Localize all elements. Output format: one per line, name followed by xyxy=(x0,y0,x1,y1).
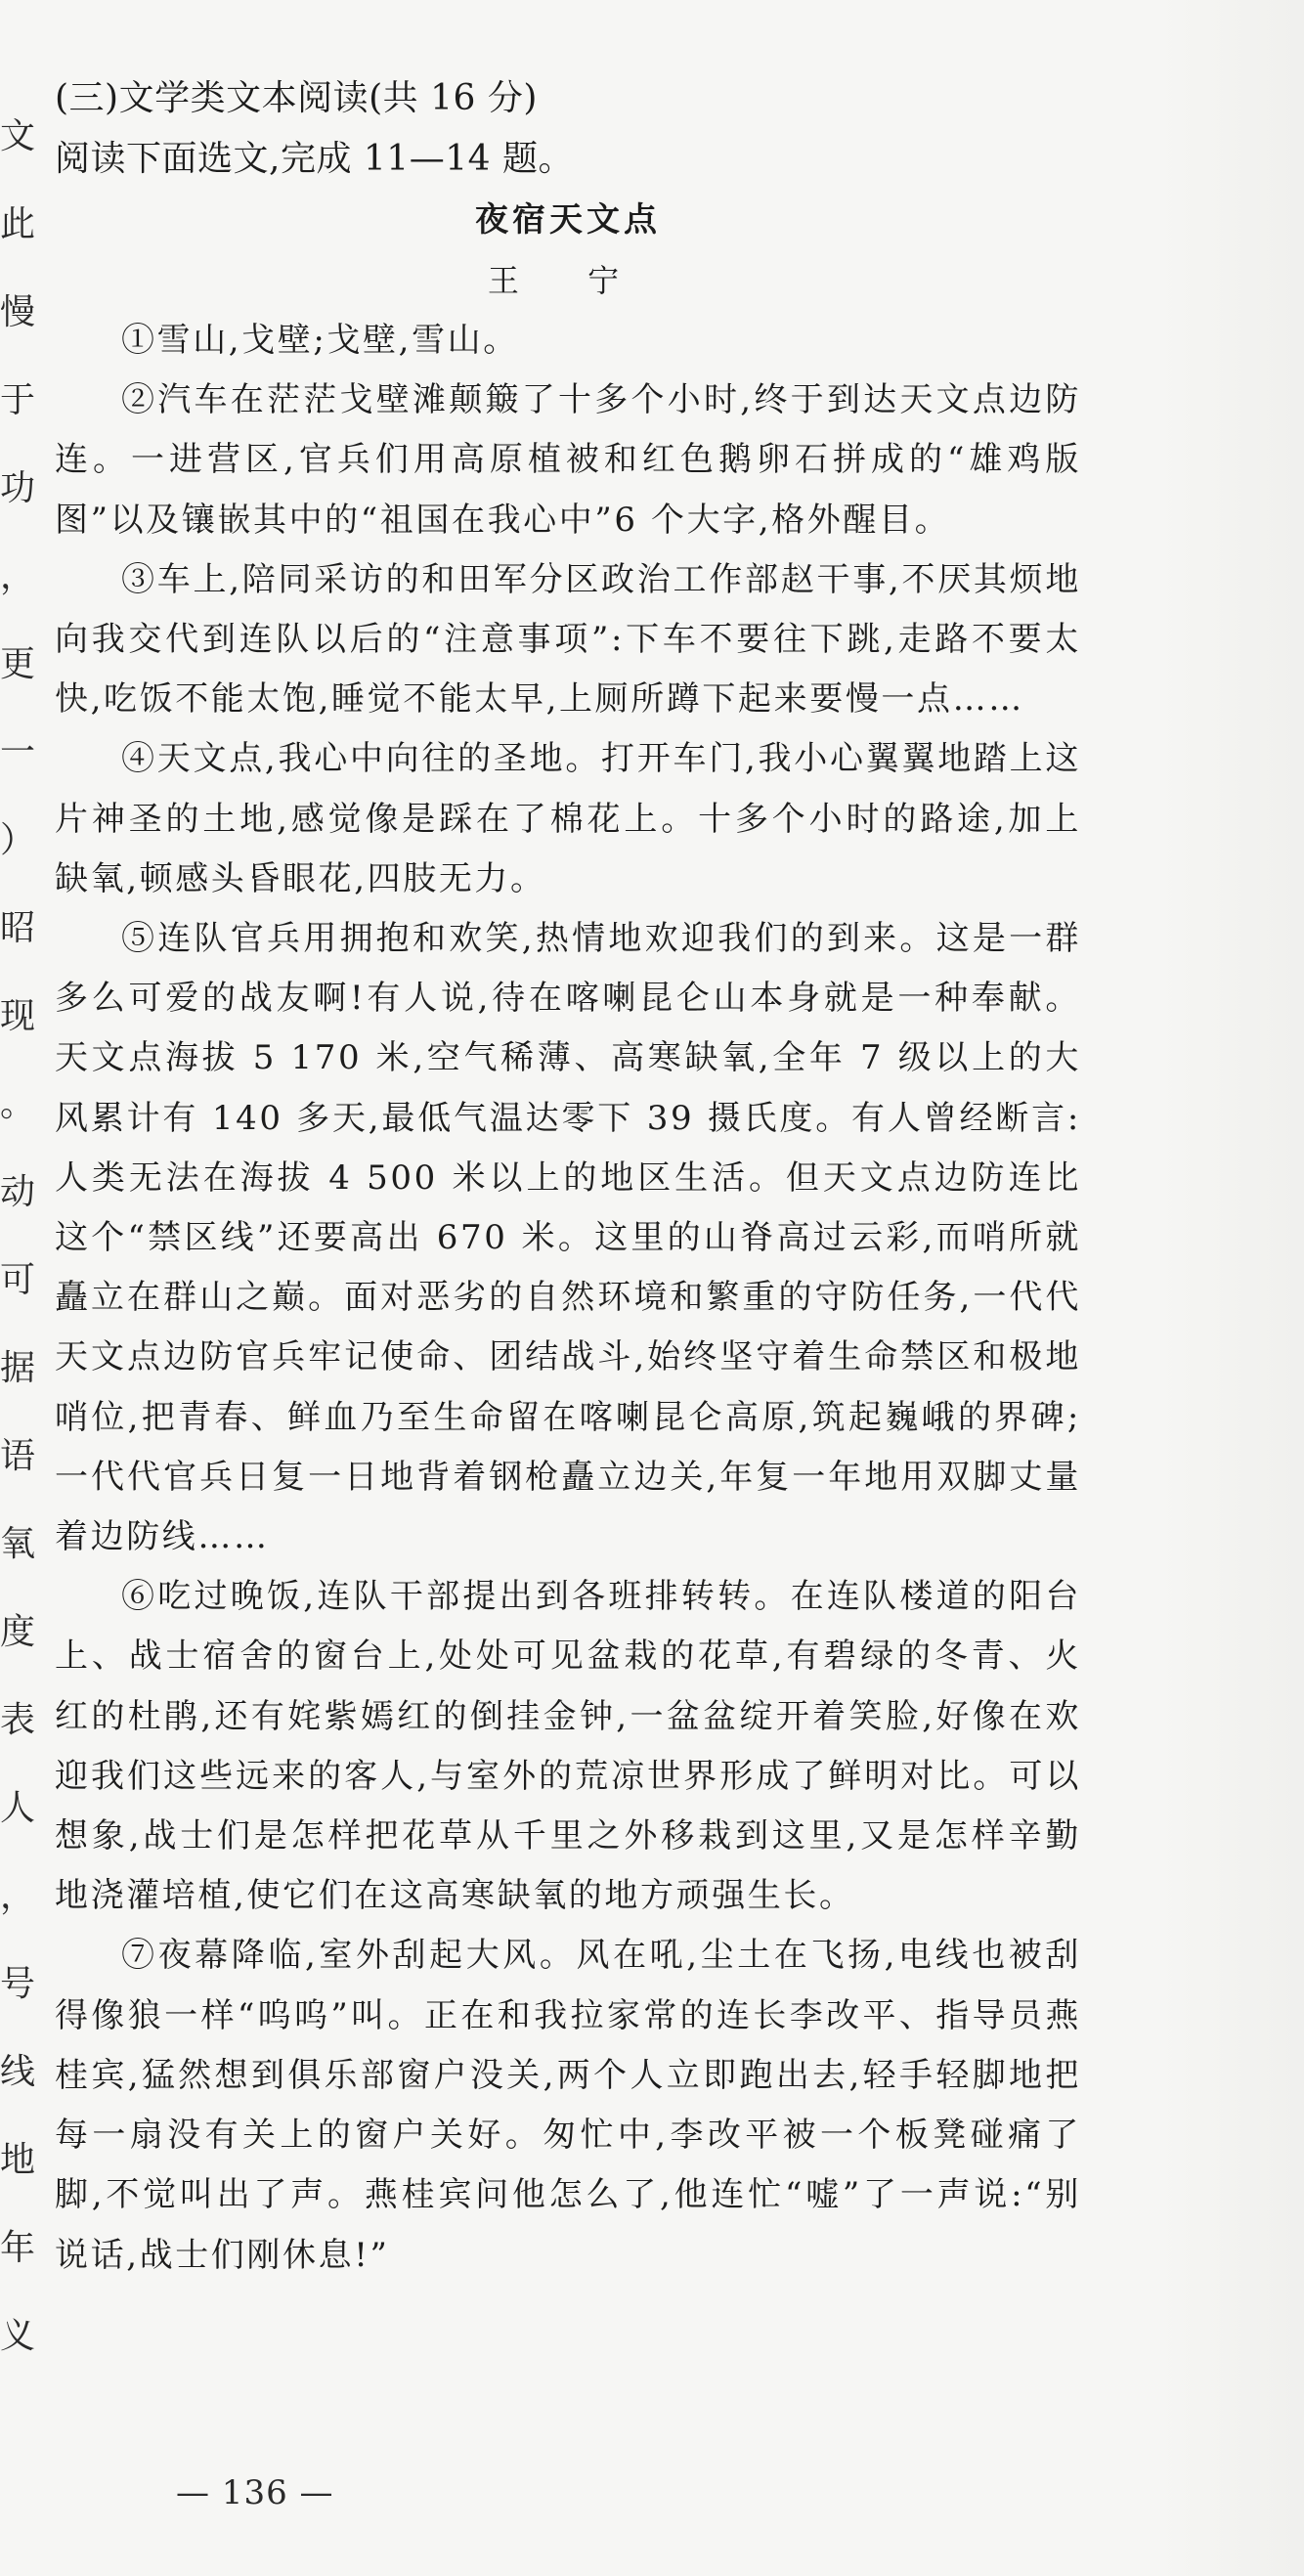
left-margin-fragments xyxy=(0,116,36,2405)
margin-fragment: 于 xyxy=(0,380,36,420)
paragraph-6: ⑥吃过晚饭,连队干部提出到各班排转转。在连队楼道的阳台上、战士宿舍的窗台上,处处可见盆栽的花草,有碧绿的冬青、火红的杜鹃,还有姹紫嫣红的倒挂金钟,一盆盆绽开着笑脸,好像在欢迎我们这些远来的客人,与室外的荒凉世界形成了鲜明对比。可以想象,战士们是怎样把花草从千里之外移栽到这里,又是怎样辛勤地浇灌培植,使它们在这高寒缺氧的地方顽强生长。 xyxy=(55,1577,1081,1916)
margin-fragment: ， xyxy=(0,1876,36,1916)
margin-fragment: 动 xyxy=(0,1172,36,1212)
margin-fragment: 。 xyxy=(0,1084,36,1124)
margin-fragment: 号 xyxy=(0,1964,36,2004)
paragraph-5: ⑤连队官兵用拥抱和欢笑,热情地欢迎我们的到来。这是一群多么可爱的战友啊!有人说,待在喀喇昆仑山本身就是一种奉献。天文点海拔 5 170 米,空气稀薄、高寒缺氧,全年 7 级以上的大风累计有 140 多天,最低气温达零下 39 摄氏度。有人曾经断言:人类无法在海拔 4 500 米以上的地区生活。但天文点边防连比这个“禁区线”还要高出 670 米。这里的山脊高过云彩,而哨所就矗立在群山之巅。面对恶劣的自然环境和繁重的守防任务,一代代天文点边防官兵牢记使命、团结战斗,始终坚守着生命禁区和极地哨位,把青春、鲜血乃至生命留在喀喇昆仑高原,筑起巍峨的界碑;一代代官兵日复一日地背着钢枪矗立边关,年复一年地用双脚丈量着边防线…… xyxy=(55,919,1081,1557)
margin-fragment: 慢 xyxy=(0,292,36,332)
paragraph-2: ②汽车在茫茫戈壁滩颠簸了十多个小时,终于到达天文点边防连。一进营区,官兵们用高原植被和红色鹅卵石拼成的“雄鸡版图”以及镶嵌其中的“祖国在我心中”6 个大字,格外醒目。 xyxy=(55,380,1081,540)
article-author: 王 宁 xyxy=(487,262,649,299)
article-title: 夜宿天文点 xyxy=(475,200,661,240)
margin-fragment: ） xyxy=(0,820,36,860)
article-body xyxy=(55,311,1081,2286)
margin-fragment: 年 xyxy=(0,2228,36,2268)
margin-fragment: 一 xyxy=(0,732,36,772)
margin-fragment: 此 xyxy=(0,204,36,244)
margin-fragment: 功 xyxy=(0,468,36,508)
margin-fragment: 据 xyxy=(0,1348,36,1388)
reading-section xyxy=(55,68,1081,2286)
section-title: (三)文学类文本阅读(共 16 分) xyxy=(55,78,538,118)
margin-fragment: 语 xyxy=(0,1436,36,1476)
margin-fragment: 文 xyxy=(0,116,36,156)
margin-fragment: 昭 xyxy=(0,908,36,948)
margin-fragment: 更 xyxy=(0,644,36,684)
margin-fragment: 现 xyxy=(0,996,36,1036)
reading-instruction: 阅读下面选文,完成 11—14 题。 xyxy=(55,139,574,179)
margin-fragment: 人 xyxy=(0,1788,36,1828)
page-number: — 136 — xyxy=(176,2473,334,2512)
margin-fragment: ， xyxy=(0,556,36,596)
margin-fragment: 线 xyxy=(0,2052,36,2092)
margin-fragment: 义 xyxy=(0,2316,36,2356)
paragraph-7: ⑦夜幕降临,室外刮起大风。风在吼,尘土在飞扬,电线也被刮得像狼一样“呜呜”叫。正在和我拉家常的连长李改平、指导员燕桂宾,猛然想到俱乐部窗户没关,两个人立即跑出去,轻手轻脚地把每一扇没有关上的窗户关好。匆忙中,李改平被一个板凳碰痛了脚,不觉叫出了声。燕桂宾问他怎么了,他连忙“嘘”了一声说:“别说话,战士们刚休息!” xyxy=(55,1936,1081,2275)
paragraph-1: ①雪山,戈壁;戈壁,雪山。 xyxy=(121,321,519,360)
paragraph-3: ③车上,陪同采访的和田军分区政治工作部赵干事,不厌其烦地向我交代到连队以后的“注意事项”:下车不要往下跳,走路不要太快,吃饭不能太饱,睡觉不能太早,上厕所蹲下起来要慢一点…… xyxy=(55,559,1081,720)
margin-fragment: 氧 xyxy=(0,1524,36,1564)
margin-fragment: 可 xyxy=(0,1260,36,1300)
margin-fragment: 地 xyxy=(0,2140,36,2180)
page-edge-shading xyxy=(1153,0,1304,2576)
paragraph-4: ④天文点,我心中向往的圣地。打开车门,我小心翼翼地踏上这片神圣的土地,感觉像是踩在了棉花上。十多个小时的路途,加上缺氧,顿感头昏眼花,四肢无力。 xyxy=(55,739,1081,898)
margin-fragment: 度 xyxy=(0,1612,36,1652)
margin-fragment: 表 xyxy=(0,1700,36,1740)
